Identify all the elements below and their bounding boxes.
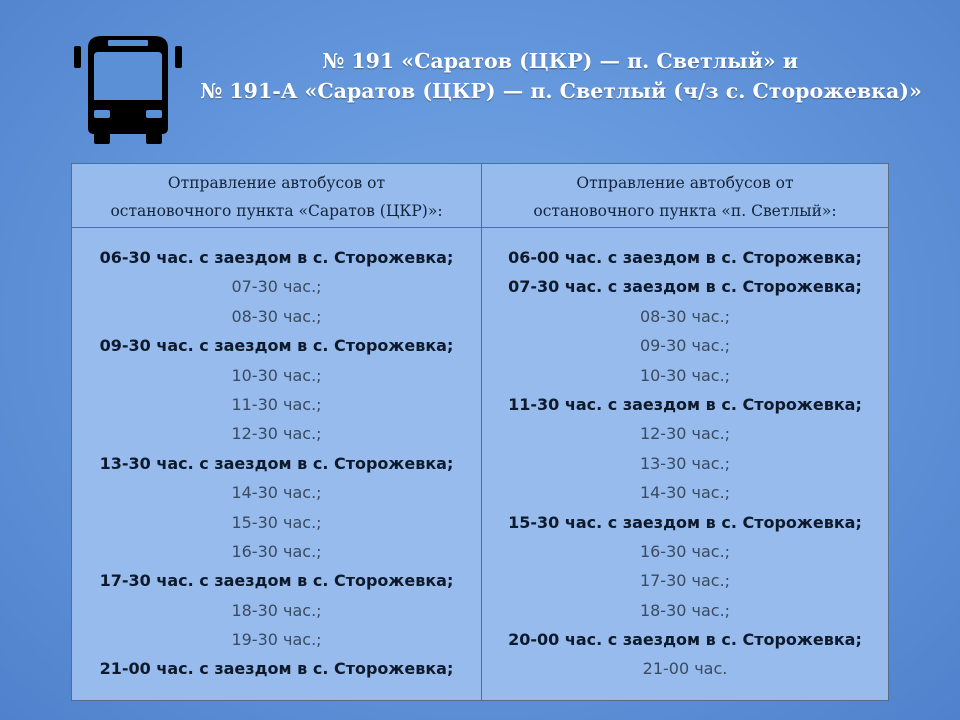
departure-row: 07-30 час. с заездом в с. Сторожевка; [508, 277, 862, 297]
departure-row: 18-30 час.; [639, 600, 731, 620]
departure-row: 06-00 час. с заездом в с. Сторожевка; [508, 248, 862, 267]
column-body [482, 228, 888, 684]
departure-row: 19-30 час.; [231, 630, 322, 650]
departure-row: 11-30 час. с заездом в с. Сторожевка; [508, 394, 862, 414]
departure-row: 16-30 час.; [639, 541, 731, 561]
departure-row: 21-00 час. [642, 659, 728, 679]
departure-row: 12-30 час.; [639, 424, 731, 444]
departure-row: 21-00 час. с заездом в с. Сторожевка; [99, 659, 454, 679]
page-title [200, 46, 920, 106]
departure-row: 18-30 час.; [231, 600, 322, 620]
departure-row: 08-30 час.; [639, 306, 731, 326]
departure-row: 09-30 час.; [639, 336, 731, 356]
column-header-line-1: Отправление автобусов от [167, 174, 386, 192]
column-saratov [72, 164, 482, 700]
departure-row: 10-30 час.; [231, 365, 322, 385]
departure-row: 06-30 час. с заездом в с. Сторожевка; [99, 248, 454, 267]
departure-row: 16-30 час.; [231, 541, 322, 561]
column-header-line-2: остановочного пункта «п. Светлый»: [533, 202, 837, 220]
departure-row: 15-30 час. с заездом в с. Сторожевка; [508, 512, 862, 532]
departure-row: 13-30 час. с заездом в с. Сторожевка; [99, 453, 454, 473]
departure-row: 10-30 час.; [639, 365, 731, 385]
timetable [71, 163, 889, 701]
bus-icon [72, 34, 184, 146]
departure-row: 13-30 час.; [639, 453, 731, 473]
departure-row: 14-30 час.; [231, 483, 322, 503]
column-header-line-1: Отправление автобусов от [576, 174, 794, 192]
departure-row: 20-00 час. с заездом в с. Сторожевка; [508, 630, 862, 650]
column-svetly [482, 164, 888, 700]
departure-row: 08-30 час.; [231, 306, 322, 326]
departure-row: 14-30 час.; [639, 483, 731, 503]
departure-row: 17-30 час.; [639, 571, 731, 591]
title-line-1: № 191 «Саратов (ЦКР) — п. Светлый» и [321, 49, 799, 73]
column-header [72, 164, 481, 228]
departure-row: 07-30 час.; [231, 277, 322, 297]
departure-row: 17-30 час. с заездом в с. Сторожевка; [99, 571, 454, 591]
departure-row: 15-30 час.; [231, 512, 322, 532]
departure-row: 09-30 час. с заездом в с. Сторожевка; [99, 336, 454, 356]
column-header [482, 164, 888, 228]
title-line-2: № 191-А «Саратов (ЦКР) — п. Светлый (ч/з с. Сторожевка)» [200, 79, 922, 103]
departure-row: 11-30 час.; [231, 394, 322, 414]
column-header-line-2: остановочного пункта «Саратов (ЦКР)»: [110, 202, 443, 220]
column-body [72, 228, 481, 684]
departure-row: 12-30 час.; [231, 424, 322, 444]
